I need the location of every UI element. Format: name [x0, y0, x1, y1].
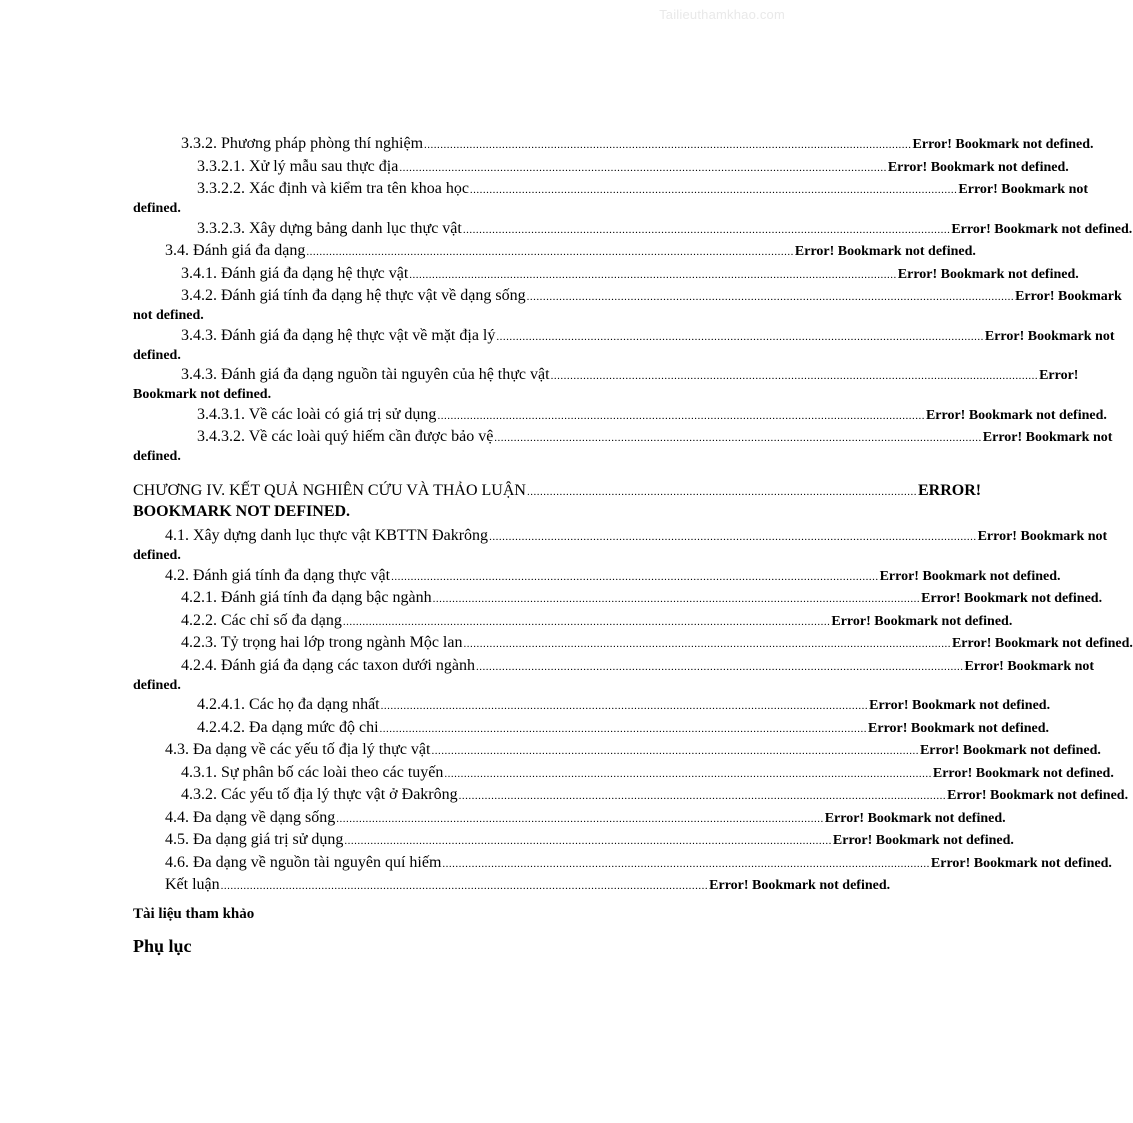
toc-entry[interactable] — [165, 808, 1006, 829]
toc-entry-label: 3.4.2. Đánh giá tính đa dạng hệ thực vật về dạng sống — [181, 287, 526, 304]
watermark: Tailieuthamkhao.com — [659, 7, 785, 22]
toc-entry[interactable] — [165, 875, 891, 896]
toc-dot-leader: ...................................................................................................................................................... — [494, 432, 982, 444]
toc-page-ref: Error! Bookmark not — [982, 430, 1113, 445]
toc-entry[interactable] — [181, 264, 1079, 285]
toc-entry-label: 3.3.2.3. Xây dựng bảng danh lục thực vật — [197, 219, 462, 237]
toc-entry-label: 4.2.4. Đánh giá đa dạng các taxon dưới ngành — [181, 656, 475, 674]
toc-dot-leader: ...................................................................................................................................................... — [431, 745, 919, 757]
toc-page-ref: Error! Bookmark not defined. — [832, 833, 1014, 848]
toc-page-ref: Error! Bookmark not defined. — [951, 221, 1133, 237]
toc-entry-label: 4.2.4.2. Đa dạng mức độ chi — [197, 718, 379, 736]
toc-entry[interactable] — [133, 326, 1115, 364]
toc-appendix[interactable]: Phụ lục — [133, 936, 192, 956]
toc-entry-label: 4.2.4.1. Các họ đa dạng nhất — [197, 696, 380, 713]
toc-page-ref-continued: defined. — [133, 201, 181, 216]
toc-entry-label: 4.2.3. Tỷ trọng hai lớp trong ngành Mộc lan — [181, 634, 463, 651]
toc-page-ref: Error! Bookmark not defined. — [794, 244, 976, 259]
toc-dot-leader: ...................................................................................................................................................... — [306, 246, 794, 258]
toc-entry[interactable] — [165, 853, 1112, 874]
toc-dot-leader: ...................................................................................................................................................... — [550, 370, 1039, 382]
toc-page-ref: Error! Bookmark not defined. — [709, 878, 891, 893]
toc-section-4 — [133, 526, 1133, 896]
toc-entry[interactable] — [133, 526, 1108, 564]
toc-entry-label: CHƯƠNG IV. KẾT QUẢ NGHIÊN CỨU VÀ THẢO LUẬN — [133, 482, 526, 499]
toc-entry[interactable] — [181, 611, 1013, 632]
toc-dot-leader: ...................................................................................................................................................... — [399, 161, 887, 174]
toc-page-ref-continued: defined. — [133, 548, 181, 563]
toc-page-ref: Error! Bookmark not defined. — [932, 765, 1114, 781]
toc-entry[interactable] — [133, 179, 1089, 217]
toc-page-ref-continued: BOOKMARK NOT DEFINED. — [133, 503, 351, 520]
toc-entry-label: 4.2.2. Các chỉ số đa dạng — [181, 611, 342, 629]
toc-entry-label: 3.4.3. Đánh giá đa dạng nguồn tài nguyên của hệ thực vật — [181, 366, 550, 383]
toc-dot-leader: ...................................................................................................................................................... — [463, 638, 951, 650]
table-of-contents — [133, 134, 1133, 958]
toc-page-ref-continued: Bookmark not defined. — [133, 387, 272, 402]
toc-page-ref: Error! Bookmark not defined. — [947, 788, 1129, 803]
toc-page-ref: Error! Bookmark not defined. — [868, 720, 1049, 736]
toc-section-3 — [133, 134, 1133, 465]
toc-entry[interactable] — [181, 134, 1094, 155]
toc-entry-label: 4.6. Đa dạng về nguồn tài nguyên quí hiếm — [165, 853, 442, 871]
toc-entry[interactable] — [197, 695, 1051, 716]
toc-entry[interactable] — [133, 427, 1113, 465]
toc-page-ref: Error! Bookmark not defined. — [951, 636, 1133, 651]
toc-dot-leader: ...................................................................................................................................................... — [344, 835, 832, 847]
toc-dot-leader: ........................................................................................................................ — [526, 486, 917, 498]
toc-dot-leader: ...................................................................................................................................................... — [458, 790, 947, 802]
toc-page-ref: Error! Bookmark not defined. — [887, 159, 1069, 175]
toc-dot-leader: ...................................................................................................................................................... — [336, 812, 824, 825]
toc-entry[interactable] — [181, 588, 1103, 609]
toc-entry-label: 4.2.1. Đánh giá tính đa dạng bậc ngành — [181, 589, 432, 606]
toc-dot-leader: ...................................................................................................................................................... — [437, 409, 925, 422]
toc-page-ref: Error! Bookmark not defined. — [930, 855, 1112, 871]
toc-entry[interactable] — [197, 405, 1107, 426]
toc-dot-leader: ...................................................................................................................................................... — [475, 660, 964, 673]
toc-dot-leader: ...................................................................................................................................................... — [462, 223, 951, 236]
toc-entry[interactable] — [165, 830, 1014, 851]
toc-page-ref: Error! Bookmark not defined. — [925, 407, 1107, 423]
toc-entry-label: 3.3.2.1. Xử lý mẫu sau thực địa — [197, 157, 399, 175]
toc-page-ref-continued: not defined. — [133, 308, 204, 323]
toc-entry-label: 4.3. Đa dạng về các yếu tố địa lý thực vật — [165, 741, 431, 758]
toc-dot-leader: ...................................................................................................................................................... — [489, 531, 977, 543]
toc-entry-label: 4.1. Xây dựng danh lục thực vật KBTTN Đakrông — [165, 527, 489, 544]
toc-page-ref: Error! Bookmark not defined. — [912, 137, 1094, 152]
toc-entry-label: 3.3.2.2. Xác định và kiểm tra tên khoa học — [197, 180, 469, 197]
toc-entry[interactable] — [165, 241, 976, 262]
toc-dot-leader: ...................................................................................................................................................... — [526, 291, 1015, 303]
toc-page-ref: Error! Bookmark not defined. — [824, 810, 1006, 826]
toc-entry-label: Kết luận — [165, 876, 220, 893]
toc-entry[interactable] — [181, 633, 1133, 654]
toc-entry[interactable] — [133, 656, 1095, 694]
toc-page-ref: Error! Bookmark not — [984, 328, 1115, 344]
toc-entry[interactable] — [133, 286, 1122, 324]
toc-page-ref: Error! Bookmark — [1015, 289, 1122, 304]
toc-dot-leader: ...................................................................................................................................................... — [220, 880, 709, 892]
toc-entry-label: 3.4.3.1. Về các loài có giá trị sử dụng — [197, 405, 437, 423]
toc-page-ref: Error! Bookmark not defined. — [879, 568, 1061, 584]
toc-entry-label: 4.3.1. Sự phân bố các loài theo các tuyến — [181, 763, 444, 781]
toc-entry-label: 3.4.3.2. Về các loài quý hiếm cần được bảo vệ — [197, 428, 494, 445]
toc-entry[interactable] — [197, 219, 1133, 240]
toc-dot-leader: ...................................................................................................................................................... — [391, 570, 879, 583]
toc-dot-leader: ...................................................................................................................................................... — [469, 184, 958, 196]
toc-dot-leader: ...................................................................................................................................................... — [380, 700, 869, 712]
toc-entry[interactable] — [181, 785, 1129, 806]
toc-entry-label: 3.4. Đánh giá đa dạng — [165, 242, 306, 259]
toc-dot-leader: ...................................................................................................................................................... — [432, 593, 921, 605]
toc-chapter-4[interactable] — [133, 481, 982, 522]
toc-entry[interactable] — [165, 566, 1061, 587]
toc-page-ref-continued: defined. — [133, 677, 181, 693]
toc-page-ref: Error! Bookmark not — [964, 658, 1095, 674]
toc-dot-leader: ...................................................................................................................................................... — [442, 857, 930, 870]
toc-dot-leader: ...................................................................................................................................................... — [342, 615, 831, 628]
toc-page-ref: Error! Bookmark not — [977, 529, 1108, 544]
toc-entry[interactable] — [197, 157, 1069, 178]
toc-page-ref: ERROR! — [917, 482, 982, 499]
toc-entry-label: 4.3.2. Các yếu tố địa lý thực vật ở Đakrông — [181, 786, 458, 803]
toc-page-ref-continued: defined. — [133, 449, 181, 464]
toc-entry[interactable] — [165, 740, 1101, 761]
toc-dot-leader: ...................................................................................................................................................... — [444, 767, 932, 780]
toc-page-ref: Error! Bookmark not defined. — [869, 698, 1051, 713]
toc-page-ref: Error! — [1039, 368, 1079, 383]
toc-page-ref: Error! Bookmark not — [958, 182, 1089, 197]
toc-dot-leader: ...................................................................................................................................................... — [496, 330, 984, 343]
toc-page-ref: Error! Bookmark not defined. — [919, 743, 1101, 758]
toc-entry-label: 4.2. Đánh giá tính đa dạng thực vật — [165, 566, 391, 584]
toc-entry-label: 3.3.2. Phương pháp phòng thí nghiệm — [181, 135, 424, 152]
toc-references[interactable]: Tài liệu tham khảo — [133, 906, 255, 922]
toc-entry-label: 4.5. Đa dạng giá trị sử dụng — [165, 831, 344, 848]
toc-dot-leader: ...................................................................................................................................................... — [379, 722, 868, 735]
toc-entry-label: 3.4.1. Đánh giá đa dạng hệ thực vật — [181, 264, 409, 282]
toc-page-ref-continued: defined. — [133, 347, 181, 363]
toc-page-ref: Error! Bookmark not defined. — [831, 613, 1013, 629]
toc-page-ref: Error! Bookmark not defined. — [897, 266, 1079, 282]
toc-entry[interactable] — [197, 718, 1049, 739]
toc-dot-leader: ...................................................................................................................................................... — [409, 268, 897, 281]
toc-entry[interactable] — [133, 365, 1079, 403]
toc-entry[interactable] — [181, 763, 1114, 784]
toc-dot-leader: ...................................................................................................................................................... — [424, 139, 912, 151]
toc-entry-label: 3.4.3. Đánh giá đa dạng hệ thực vật về mặt địa lý — [181, 326, 496, 344]
toc-entry-label: 4.4. Đa dạng về dạng sống — [165, 808, 336, 826]
toc-page-ref: Error! Bookmark not defined. — [921, 591, 1103, 606]
